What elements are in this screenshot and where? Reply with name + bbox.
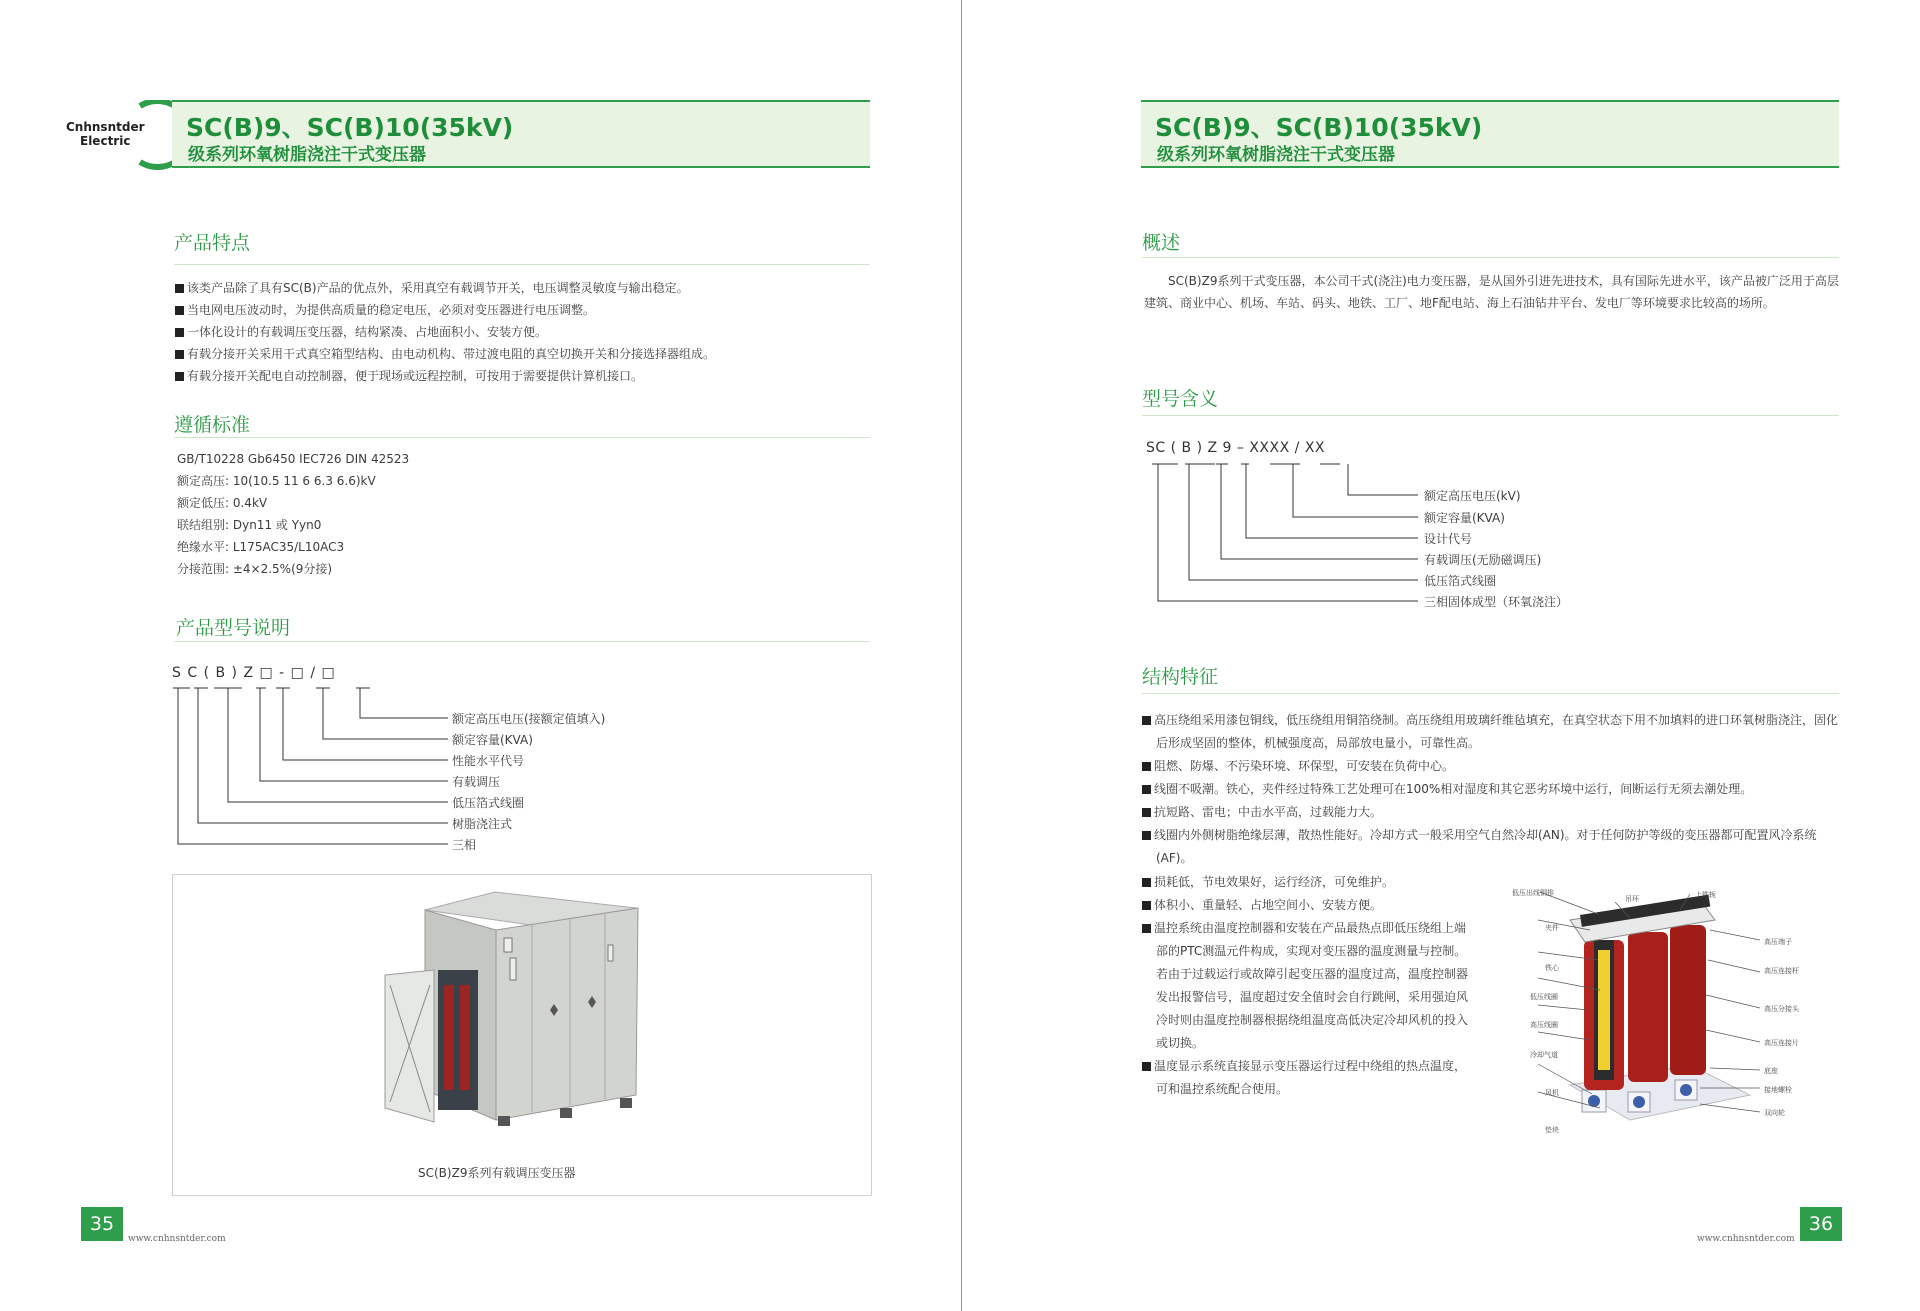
structure-item: 温度显示系统直接显示变压器运行过程中绕组的热点温度，可和温控系统配合使用。 bbox=[1142, 1055, 1470, 1101]
model-label-left: 有载调压 bbox=[452, 775, 501, 789]
model-code-right: SC ( B ) Z 9 – XXXX / XX bbox=[1146, 440, 1326, 456]
bullet-square-icon bbox=[175, 350, 184, 359]
overview-text: SC(B)Z9系列干式变压器，本公司干式(浇注)电力变压器，是从国外引进先进技术，具有国际先进水平，该产品被广泛用于高层建筑、商业中心、机场、车站、码头、地铁、工厂、地F配电站、海上石油钻井平台、发电厂等环境要求比较高的场所。 bbox=[1144, 274, 1839, 310]
feature-item: 当电网电压波动时，为提供高质量的稳定电压，必须对变压器进行电压调整。 bbox=[175, 299, 875, 321]
footer-url-left: www.cnhnsntder.com bbox=[128, 1234, 226, 1244]
structure-heading: 结构特征 bbox=[1142, 666, 1219, 688]
bullet-square-icon bbox=[1142, 785, 1151, 794]
diagram-label: 高压连接杆 bbox=[1764, 967, 1799, 975]
structure-item: 抗短路、雷电；中击水平高，过载能力大。 bbox=[1142, 801, 1842, 824]
diagram-label: 风机 bbox=[1545, 1089, 1559, 1097]
feature-item: 该类产品除了具有SC(B)产品的优点外，采用真空有载调节开关，电压调整灵敏度与输出稳定。 bbox=[175, 277, 875, 299]
page-number-left: 35 bbox=[81, 1207, 123, 1241]
diagram-label: 垫块 bbox=[1545, 1126, 1559, 1134]
feature-item: 一体化设计的有载调压变压器，结构紧凑、占地面积小、安装方便。 bbox=[175, 321, 875, 343]
model-label-right: 额定容量(KVA) bbox=[1424, 511, 1505, 525]
standard-line: GB/T10228 Gb6450 IEC726 DIN 42523 bbox=[177, 452, 410, 466]
right-title-sub: 级系列环氧树脂浇注干式变压器 bbox=[1157, 145, 1395, 165]
diagram-label: 高压连接片 bbox=[1764, 1039, 1799, 1047]
diagram-label: 底座 bbox=[1764, 1067, 1778, 1075]
bullet-square-icon bbox=[1142, 808, 1151, 817]
brand-logo bbox=[62, 100, 172, 170]
standard-line: 分接范围: ±4×2.5%(9分接) bbox=[177, 562, 333, 576]
standards-rule bbox=[174, 437, 870, 438]
structure-item: 体积小、重量轻、占地空间小、安装方便。 bbox=[1142, 894, 1470, 917]
bullet-square-icon bbox=[175, 328, 184, 337]
standard-line: 联结组别: Dyn11 或 Yyn0 bbox=[177, 518, 322, 532]
logo-text-line2: Electric bbox=[80, 134, 131, 148]
structure-list-full bbox=[1142, 709, 1842, 870]
model-heading-left: 产品型号说明 bbox=[176, 617, 291, 639]
model-label-right: 低压箔式线圈 bbox=[1424, 574, 1497, 588]
model-rule-right bbox=[1142, 415, 1839, 416]
bullet-square-icon bbox=[175, 372, 184, 381]
bullet-square-icon bbox=[1142, 831, 1151, 840]
left-title-sub: 级系列环氧树脂浇注干式变压器 bbox=[188, 145, 426, 165]
transformer-cabinet-image bbox=[370, 890, 640, 1130]
model-diagram-right bbox=[1150, 462, 1430, 607]
structure-item: 线圈内外侧树脂绝缘层薄，散热性能好。冷却方式一般采用空气自然冷却(AN)。对于任何防护等级的变压器都可配置风冷系统(AF)。 bbox=[1142, 824, 1842, 870]
model-label-left: 树脂浇注式 bbox=[452, 817, 513, 831]
bullet-square-icon bbox=[1142, 901, 1151, 910]
structure-item: 温控系统由温度控制器和安装在产品最热点即低压绕组上端部的PTC测温元件构成，实现对变压器的温度测量与控制。若由于过载运行或故障引起变压器的温度过高，温度控制器发出报警信号，温度超过安全值时会自行跳闸，采用强迫风冷时则由温度控制器根据绕组温度高低决定冷却风机的投入或切换。 bbox=[1142, 917, 1470, 1055]
diagram-label: 高压线圈 bbox=[1530, 1021, 1558, 1029]
bullet-square-icon bbox=[175, 284, 184, 293]
feature-item: 有载分接开关配电自动控制器，便于现场或远程控制，可按用于需要提供计算机接口。 bbox=[175, 365, 875, 387]
model-label-left: 额定高压电压(接额定值填入) bbox=[452, 712, 606, 726]
right-title-main: SC(B)9、SC(B)10(35kV) bbox=[1155, 113, 1483, 142]
model-label-right: 额定高压电压(kV) bbox=[1424, 489, 1521, 503]
diagram-label: 双向轮 bbox=[1764, 1109, 1785, 1117]
feature-item: 有载分接开关采用干式真空箱型结构、由电动机构、带过渡电阻的真空切换开关和分接选择器组成。 bbox=[175, 343, 875, 365]
model-label-left: 三相 bbox=[452, 838, 477, 852]
model-diagram-left bbox=[170, 686, 460, 851]
bullet-square-icon bbox=[1142, 878, 1151, 887]
bullet-square-icon bbox=[175, 306, 184, 315]
standards-heading: 遵循标准 bbox=[174, 414, 251, 436]
structure-item: 线圈不吸潮。铁心，夹件经过特殊工艺处理可在100%相对湿度和其它恶劣环境中运行，间断运行无须去潮处理。 bbox=[1142, 778, 1842, 801]
model-label-right: 三相固体成型（环氧浇注） bbox=[1424, 595, 1569, 609]
features-rule bbox=[174, 264, 870, 265]
overview-heading: 概述 bbox=[1142, 232, 1181, 254]
model-heading-right: 型号含义 bbox=[1142, 388, 1219, 410]
structure-item: 阻燃、防爆、不污染环境、环保型，可安装在负荷中心。 bbox=[1142, 755, 1842, 778]
product-photo-caption: SC(B)Z9系列有载调压变压器 bbox=[418, 1166, 576, 1180]
diagram-label: 接地螺栓 bbox=[1764, 1086, 1792, 1094]
standard-line: 额定低压: 0.4kV bbox=[177, 496, 268, 510]
model-label-left: 额定容量(KVA) bbox=[452, 733, 533, 747]
diagram-label: 冷却气道 bbox=[1530, 1051, 1558, 1059]
structure-item: 高压绕组采用漆包铜线，低压绕组用铜箔绕制。高压绕组用玻璃纤维毡填充，在真空状态下用不加填料的进口环氧树脂浇注，固化后形成坚固的整体，机械强度高，局部放电量小，可靠性高。 bbox=[1142, 709, 1842, 755]
model-label-right: 有载调压(无励磁调压) bbox=[1424, 553, 1542, 567]
bullet-square-icon bbox=[1142, 762, 1151, 771]
diagram-label: 高压端子 bbox=[1764, 938, 1792, 946]
transformer-cutaway-diagram bbox=[1510, 880, 1850, 1140]
diagram-label: 上铁轭 bbox=[1695, 891, 1716, 899]
structure-list-narrow bbox=[1142, 871, 1470, 1101]
model-rule-left bbox=[174, 641, 870, 642]
diagram-label: 铁心 bbox=[1545, 964, 1559, 972]
standard-line: 绝缘水平: L175AC35/L10AC3 bbox=[177, 540, 345, 554]
diagram-label: 低压线圈 bbox=[1530, 993, 1558, 1001]
features-list bbox=[175, 277, 875, 387]
diagram-label: 低压出线铜排 bbox=[1512, 889, 1554, 897]
left-title-main: SC(B)9、SC(B)10(35kV) bbox=[186, 113, 514, 142]
diagram-label: 夹件 bbox=[1545, 924, 1559, 932]
model-label-right: 设计代号 bbox=[1424, 532, 1473, 546]
standards-list bbox=[177, 448, 409, 580]
logo-text-line1: Cnhnsntder bbox=[66, 120, 145, 134]
page-number-right: 36 bbox=[1800, 1207, 1842, 1241]
page-divider bbox=[961, 0, 962, 1311]
features-heading: 产品特点 bbox=[174, 232, 251, 254]
model-code-left: S C ( B ) Z □ - □ / □ bbox=[172, 665, 336, 681]
model-label-left: 性能水平代号 bbox=[452, 754, 525, 768]
diagram-label: 吊环 bbox=[1625, 895, 1639, 903]
bullet-square-icon bbox=[1142, 716, 1151, 725]
footer-url-right: www.cnhnsntder.com bbox=[1697, 1234, 1795, 1244]
model-label-left: 低压箔式线圈 bbox=[452, 796, 525, 810]
structure-rule bbox=[1142, 693, 1839, 694]
standard-line: 额定高压: 10(10.5 11 6 6.3 6.6)kV bbox=[177, 474, 376, 488]
diagram-label: 高压分接头 bbox=[1764, 1005, 1799, 1013]
bullet-square-icon bbox=[1142, 1062, 1151, 1071]
bullet-square-icon bbox=[1142, 924, 1151, 933]
overview-rule bbox=[1142, 257, 1839, 258]
structure-item: 损耗低，节电效果好，运行经济，可免维护。 bbox=[1142, 871, 1470, 894]
